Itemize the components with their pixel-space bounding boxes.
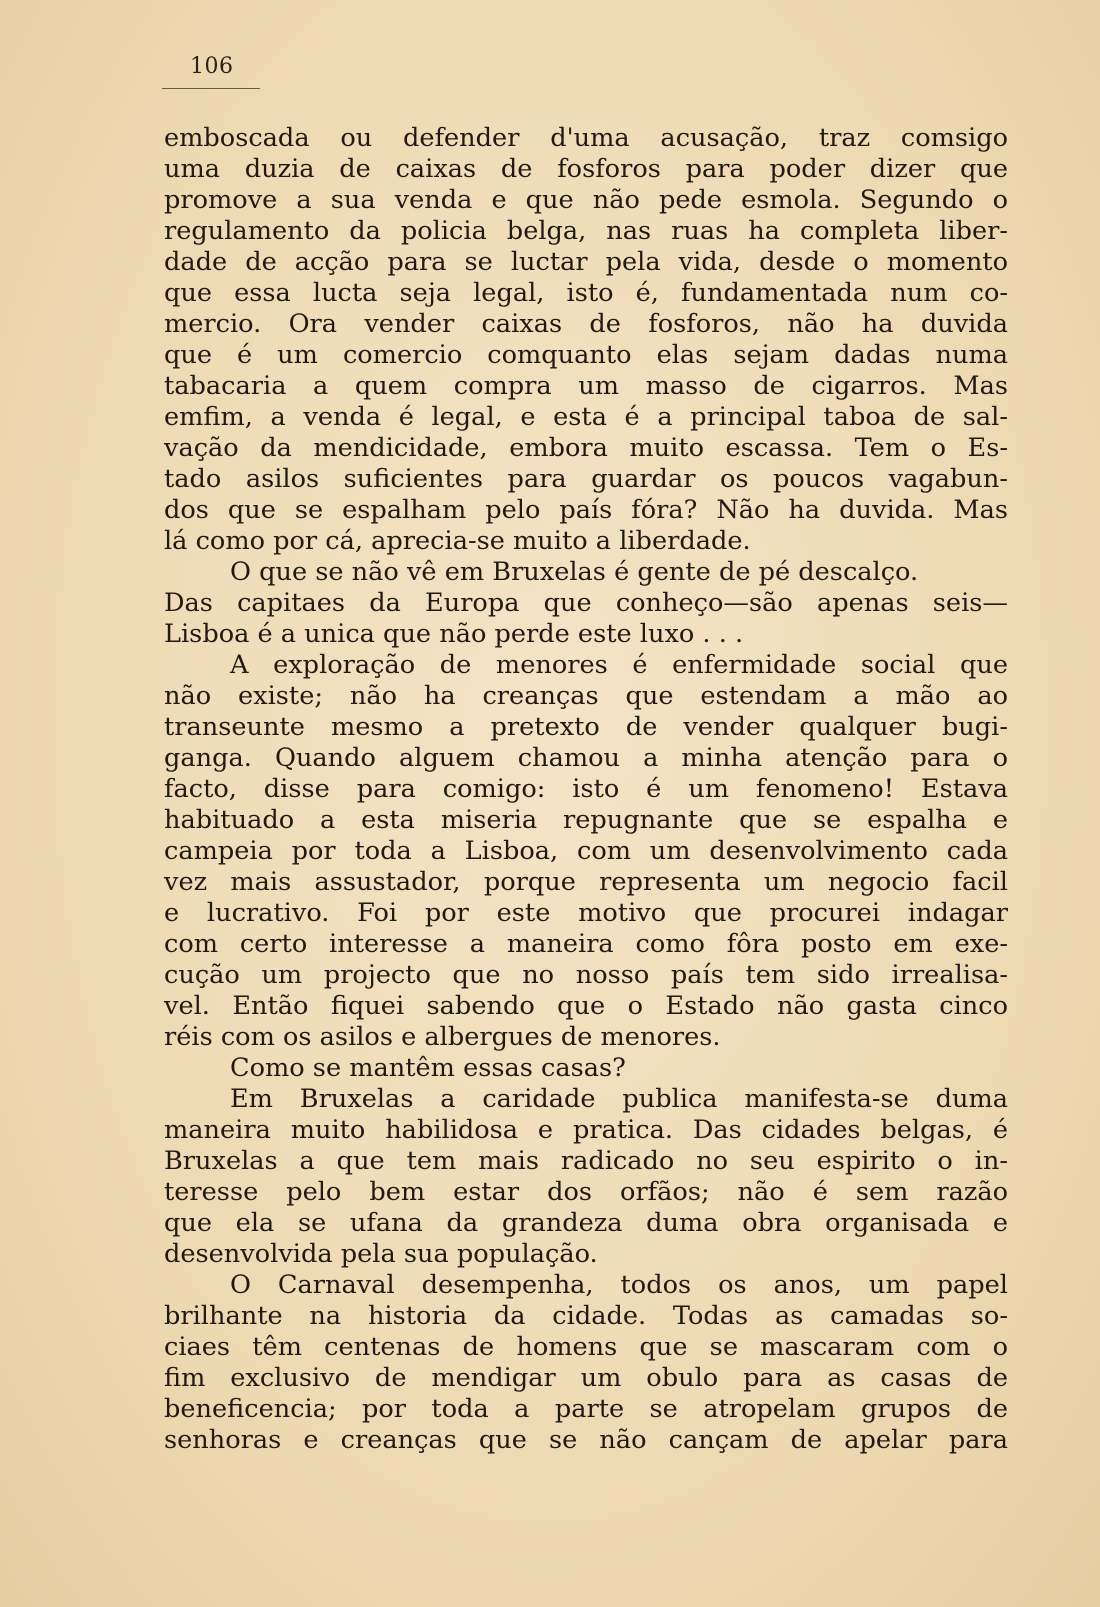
text-line: brilhante na historia da cidade. Todas as camadas so- <box>164 1301 1008 1331</box>
text-line: Das capitaes da Europa que conheço—são apenas seis— <box>164 588 1008 618</box>
text-line: promove a sua venda e que não pede esmola. Segundo o <box>164 185 1008 215</box>
text-line: transeunte mesmo a pretexto de vender qualquer bugi- <box>164 712 1008 742</box>
text-line: regulamento da policia belga, nas ruas ha completa liber- <box>164 216 1008 246</box>
text-line: réis com os asilos e albergues de menores. <box>164 1022 721 1052</box>
text-line: beneficencia; por toda a parte se atropelam grupos de <box>164 1394 1008 1424</box>
text-line: Como se mantêm essas casas? <box>230 1053 626 1083</box>
text-line: O Carnaval desempenha, todos os anos, um papel <box>230 1270 1008 1300</box>
text-line: dos que se espalham pelo país fóra? Não ha duvida. Mas <box>164 495 1008 525</box>
text-line: lá como por cá, aprecia-se muito a liberdade. <box>164 526 751 556</box>
text-line: uma duzia de caixas de fosforos para poder dizer que <box>164 154 1008 184</box>
text-line: com certo interesse a maneira como fôra posto em exe- <box>164 929 1008 959</box>
text-line: não existe; não ha creanças que estendam a mão ao <box>164 681 1008 711</box>
text-line: e lucrativo. Foi por este motivo que procurei indagar <box>164 898 1008 928</box>
text-line: vel. Então fiquei sabendo que o Estado não gasta cinco <box>164 991 1008 1021</box>
text-line: dade de acção para se luctar pela vida, desde o momento <box>164 247 1008 277</box>
text-line: teresse pelo bem estar dos orfãos; não é sem razão <box>164 1177 1008 1207</box>
text-line: campeia por toda a Lisboa, com um desenvolvimento cada <box>164 836 1008 866</box>
text-line: ganga. Quando alguem chamou a minha atenção para o <box>164 743 1008 773</box>
text-line: cução um projecto que no nosso país tem sido irrealisa- <box>164 960 1008 990</box>
text-line: O que se não vê em Bruxelas é gente de pé descalço. <box>230 557 919 587</box>
text-line: vez mais assustador, porque representa um negocio facil <box>164 867 1008 897</box>
text-line: facto, disse para comigo: isto é um fenomeno! Estava <box>164 774 1008 804</box>
text-line: senhoras e creanças que se não cançam de apelar para <box>164 1425 1008 1455</box>
text-line: que essa lucta seja legal, isto é, fundamentada num co- <box>164 278 1008 308</box>
text-line: emfim, a venda é legal, e esta é a principal taboa de sal- <box>164 402 1008 432</box>
text-line: vação da mendicidade, embora muito escassa. Tem o Es- <box>164 433 1008 463</box>
text-line: maneira muito habilidosa e pratica. Das cidades belgas, é <box>164 1115 1008 1145</box>
text-line: A exploração de menores é enfermidade social que <box>230 650 1008 680</box>
text-line: Em Bruxelas a caridade publica manifesta-se duma <box>230 1084 1008 1114</box>
header-rule <box>162 88 260 89</box>
text-line: Bruxelas a que tem mais radicado no seu espirito o in- <box>164 1146 1008 1176</box>
text-line: que ela se ufana da grandeza duma obra organisada e <box>164 1208 1008 1238</box>
text-line: tado asilos suficientes para guardar os poucos vagabun- <box>164 464 1008 494</box>
text-line: tabacaria a quem compra um masso de cigarros. Mas <box>164 371 1008 401</box>
text-line: ciaes têm centenas de homens que se mascaram com o <box>164 1332 1008 1362</box>
text-line: desenvolvida pela sua população. <box>164 1239 598 1269</box>
text-line: emboscada ou defender d'uma acusação, traz comsigo <box>164 123 1008 153</box>
text-line: mercio. Ora vender caixas de fosforos, não ha duvida <box>164 309 1008 339</box>
body-text <box>164 123 1008 1456</box>
text-line: habituado a esta miseria repugnante que se espalha e <box>164 805 1008 835</box>
text-line: Lisboa é a unica que não perde este luxo . . . <box>164 619 744 649</box>
text-line: fim exclusivo de mendigar um obulo para as casas de <box>164 1363 1008 1393</box>
page-number: 106 <box>190 54 234 79</box>
text-line: que é um comercio comquanto elas sejam dadas numa <box>164 340 1008 370</box>
